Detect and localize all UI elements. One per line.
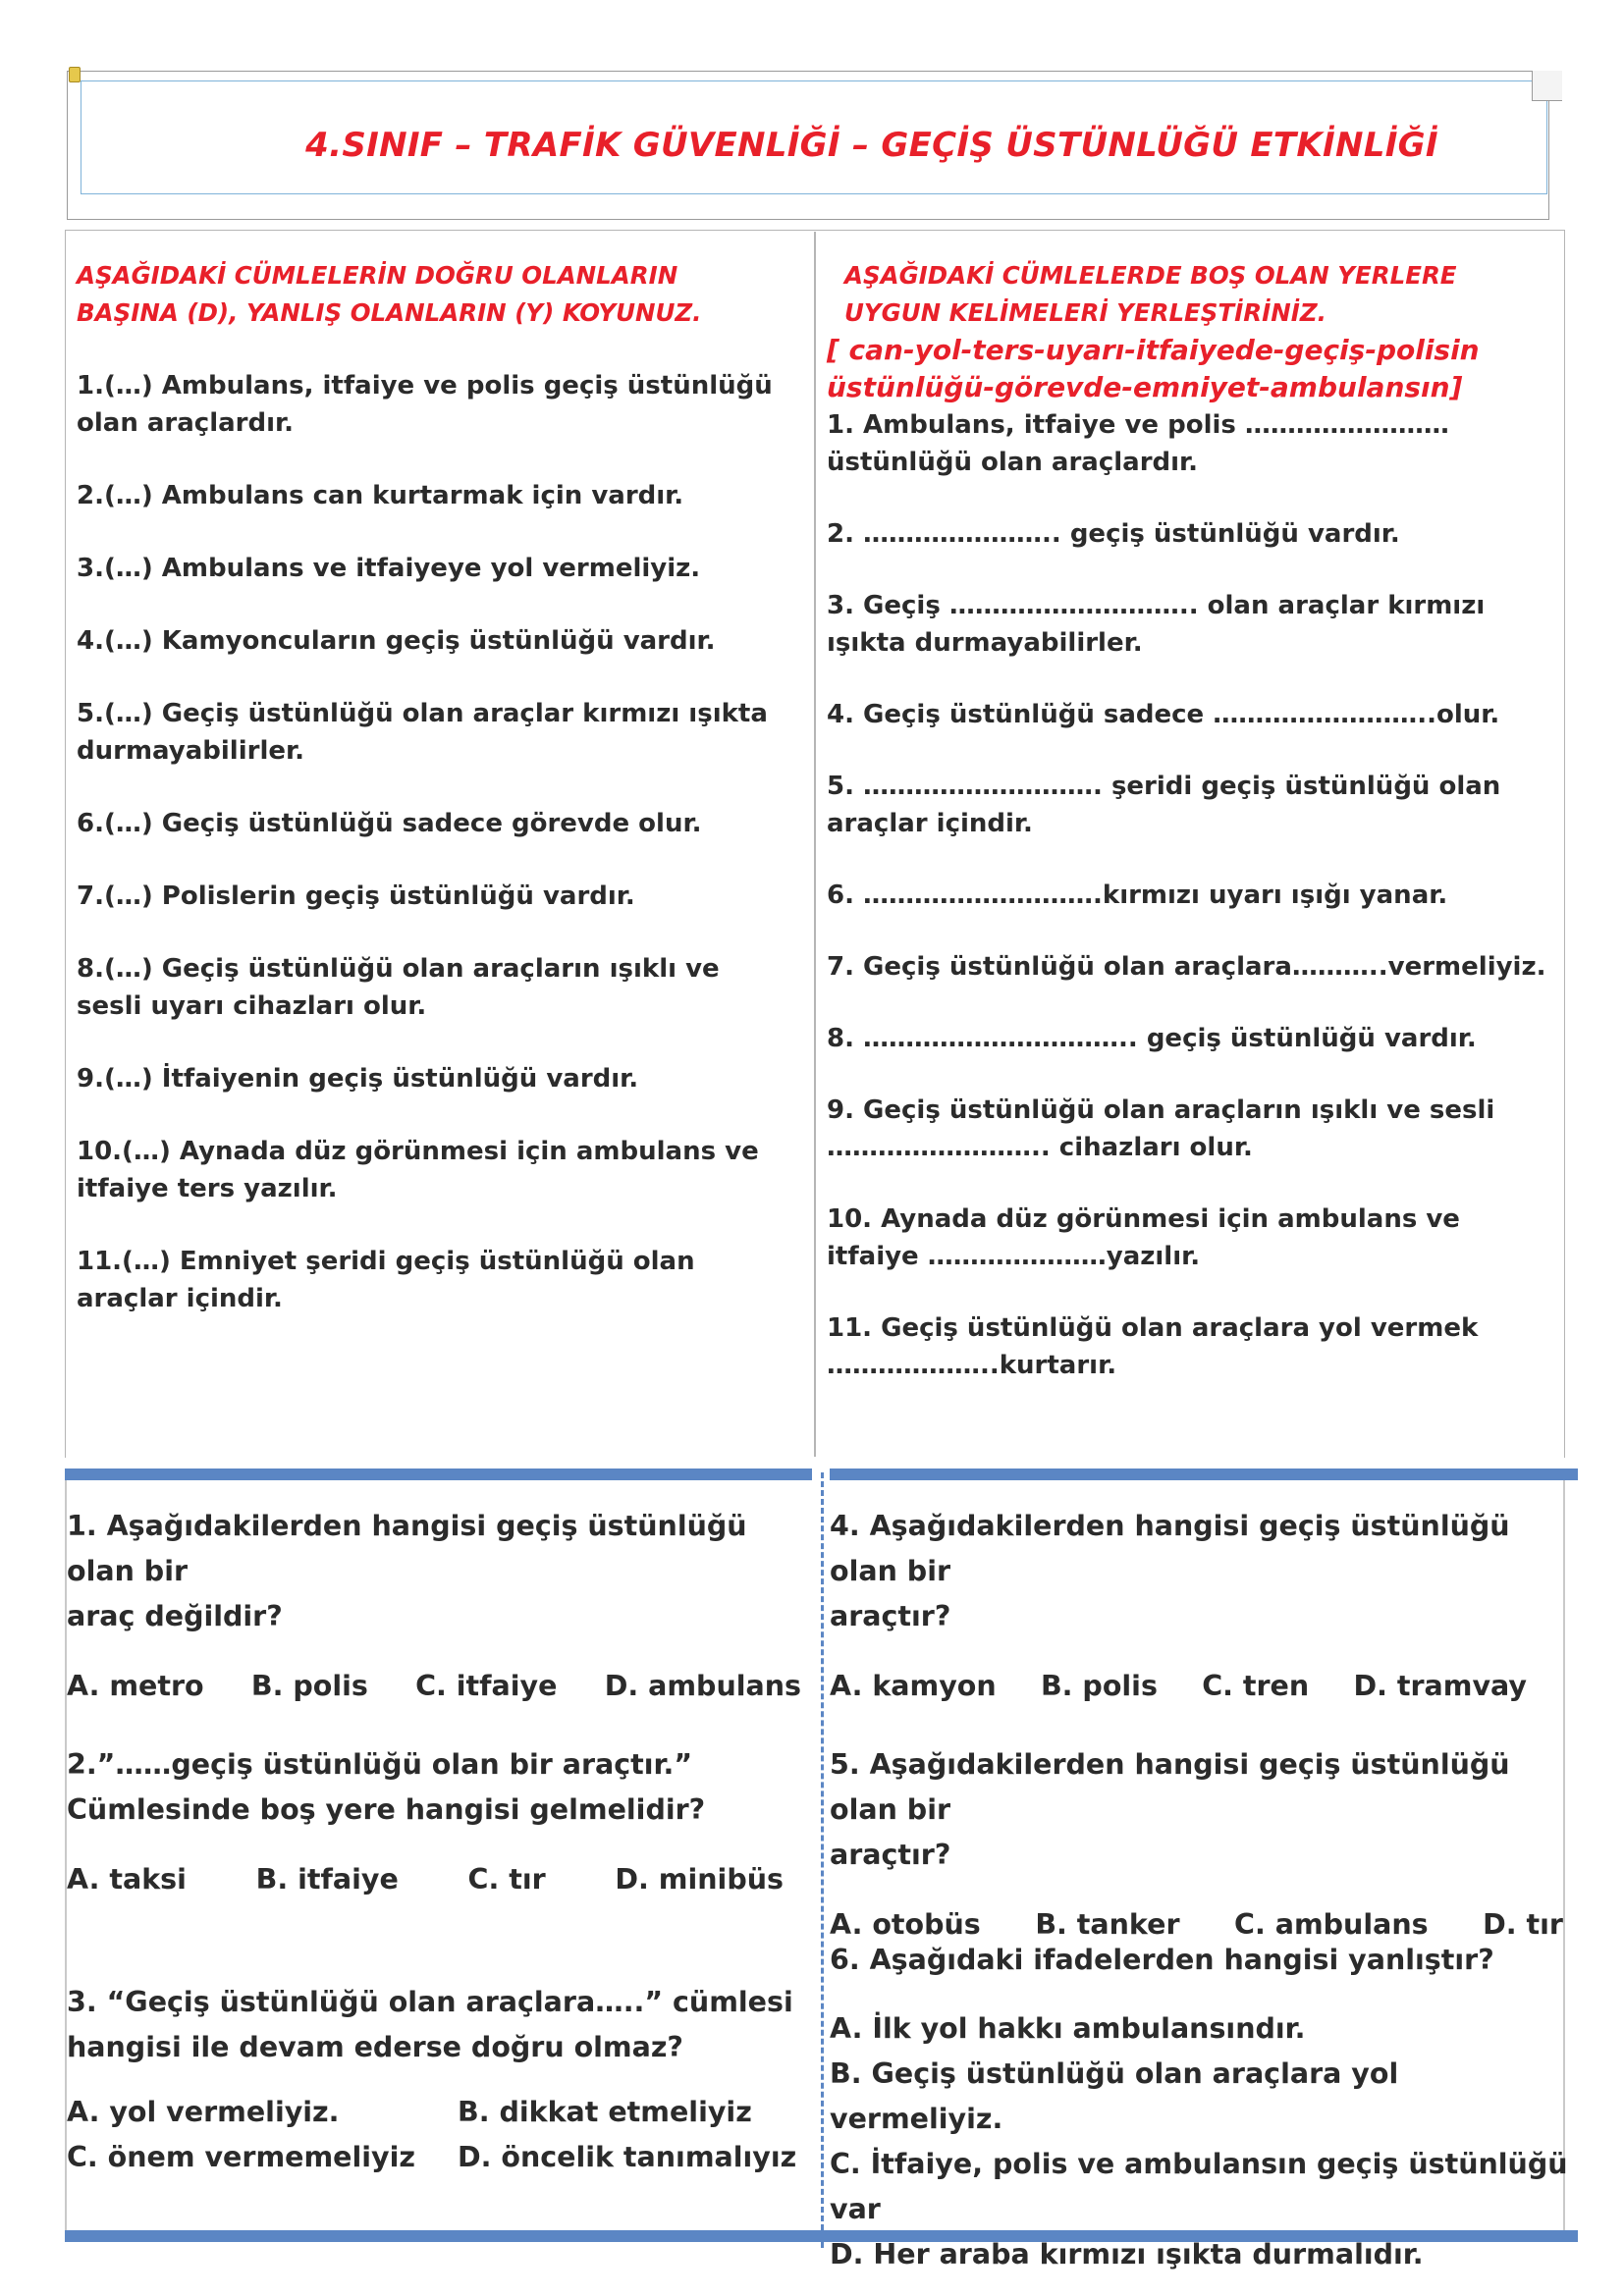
fb-item-text: 10. Aynada düz görünmesi için ambulans ve	[827, 1204, 1460, 1234]
option-d: D. tramvay	[1353, 1670, 1527, 1702]
option-b: B. dikkat etmeliyiz	[458, 2096, 752, 2128]
option-b: B. itfaiye	[255, 1863, 399, 1896]
answer-options	[67, 1667, 811, 1706]
tf-item-8	[77, 950, 803, 1025]
fb-item-text: ………………..kurtarır.	[827, 1351, 1117, 1380]
tf-item-text: 4.(…) Kamyoncuların geçiş üstünlüğü vardır.	[77, 626, 716, 656]
option-d: D. Her araba kırmızı ışıkta durmalıdır.	[830, 2238, 1424, 2270]
tf-item-text: araçlar içindir.	[77, 1284, 283, 1313]
tf-item-text: durmayabilirler.	[77, 736, 304, 766]
option-b: B. polis	[1040, 1670, 1158, 1702]
fb-item-4	[827, 696, 1573, 733]
fb-item-9	[827, 1092, 1573, 1166]
fb-item-6	[827, 877, 1573, 914]
tf-item-7	[77, 878, 803, 915]
quiz-question-4	[830, 1504, 1576, 1706]
tf-item-text: 2.(…) Ambulans can kurtarmak için vardır.	[77, 481, 684, 510]
option-c: C. tır	[467, 1863, 546, 1896]
option-a: A. otobüs	[830, 1908, 981, 1941]
fb-item-7	[827, 948, 1573, 986]
fb-item-10	[827, 1201, 1573, 1275]
fb-item-text: 8. ………………………….. geçiş üstünlüğü vardır.	[827, 1024, 1477, 1053]
quiz-question-1	[67, 1504, 811, 1706]
tf-item-text: sesli uyarı cihazları olur.	[77, 991, 427, 1021]
page-title	[81, 126, 1545, 165]
question-stem: 6. Aşağıdaki ifadelerden hangisi yanlıştır?	[830, 1944, 1494, 1976]
option-b: B. polis	[250, 1670, 368, 1702]
option-b: B. Geçiş üstünlüğü olan araçlara yol vermeliyiz.	[830, 2057, 1399, 2135]
tf-item-1	[77, 367, 803, 442]
option-a: A. yol vermeliyiz.	[67, 2096, 340, 2128]
fb-item-text: 4. Geçiş üstünlüğü sadece ……………………..olur.	[827, 700, 1500, 729]
option-d: D. tır	[1483, 1908, 1563, 1941]
option-c: C. itfaiye	[415, 1670, 558, 1702]
tf-item-4	[77, 622, 803, 660]
quiz-column-divider	[821, 1472, 824, 2248]
option-a: A. kamyon	[830, 1670, 997, 1702]
question-stem: hangisi ile devam ederse doğru olmaz?	[67, 2031, 683, 2063]
fb-item-text: 3. Geçiş ……………………….. olan araçlar kırmızı	[827, 591, 1486, 620]
fb-item-text: …………………….. cihazları olur.	[827, 1133, 1253, 1162]
fb-instruction-line2: UYGUN KELİMELERİ YERLEŞTİRİNİZ.	[844, 298, 1326, 327]
word-bank-line2: üstünlüğü-görevde-emniyet-ambulansın]	[827, 371, 1463, 403]
fb-item-text: 11. Geçiş üstünlüğü olan araçlara yol vermek	[827, 1313, 1479, 1343]
tf-item-3	[77, 550, 803, 587]
tf-item-text: 9.(…) İtfaiyenin geçiş üstünlüğü vardır.	[77, 1064, 639, 1094]
option-a: A. taksi	[67, 1863, 187, 1896]
answer-options	[67, 1860, 811, 1899]
question-stem: Cümlesinde boş yere hangisi gelmelidir?	[67, 1793, 706, 1826]
question-stem: 4. Aşağıdakilerden hangisi geçiş üstünlüğü olan bir	[830, 1510, 1510, 1587]
fb-item-text: üstünlüğü olan araçlardır.	[827, 448, 1199, 477]
tf-item-text: 3.(…) Ambulans ve itfaiyeye yol vermeliyiz.	[77, 554, 701, 583]
question-stem: 2.”……geçiş üstünlüğü olan bir araçtır.”	[67, 1748, 693, 1781]
fb-item-text: 5. ………………………. şeridi geçiş üstünlüğü olan	[827, 772, 1501, 801]
fb-item-1	[827, 406, 1573, 481]
pin-icon	[69, 67, 81, 82]
question-stem: araç değildir?	[67, 1600, 283, 1632]
quiz-question-2	[67, 1742, 811, 1899]
fb-item-3	[827, 587, 1573, 662]
fb-item-2	[827, 515, 1573, 553]
option-d: D. öncelik tanımalıyız	[458, 2141, 797, 2173]
tf-item-11	[77, 1243, 803, 1317]
tf-item-9	[77, 1060, 803, 1097]
fb-item-text: ışıkta durmayabilirler.	[827, 628, 1143, 658]
option-a: A. İlk yol hakkı ambulansındır.	[830, 2012, 1306, 2045]
option-c: C. önem vermemeliyiz	[67, 2141, 415, 2173]
tf-instruction-line2: BAŞINA (D), YANLIŞ OLANLARIN (Y) KOYUNUZ.	[77, 298, 702, 327]
fb-item-11	[827, 1309, 1573, 1384]
page-title-text: 4.SINIF – TRAFİK GÜVENLİĞİ – GEÇİŞ ÜSTÜNLÜĞÜ ETKİNLİĞİ	[305, 126, 1438, 165]
option-c: C. tren	[1202, 1670, 1310, 1702]
option-a: A. metro	[67, 1670, 204, 1702]
quiz-top-bar-left	[65, 1468, 812, 1480]
question-stem: 1. Aşağıdakilerden hangisi geçiş üstünlüğü olan bir	[67, 1510, 747, 1587]
fill-blank-section	[827, 257, 1573, 1384]
tf-item-text: 7.(…) Polislerin geçiş üstünlüğü vardır.	[77, 881, 635, 911]
option-c: C. ambulans	[1234, 1908, 1429, 1941]
tf-instruction-line1: AŞAĞIDAKİ CÜMLELERİN DOĞRU OLANLARIN	[77, 261, 678, 290]
tf-item-text: 10.(…) Aynada düz görünmesi için ambulans ve	[77, 1137, 759, 1166]
true-false-section	[77, 257, 803, 1317]
option-b: B. tanker	[1035, 1908, 1180, 1941]
option-d: D. ambulans	[604, 1670, 801, 1702]
answer-options	[67, 2090, 811, 2180]
option-d: D. minibüs	[615, 1863, 784, 1896]
page-curl-decoration	[1532, 71, 1562, 101]
answer-options	[830, 2006, 1576, 2277]
fb-item-8	[827, 1020, 1573, 1057]
fb-item-5	[827, 768, 1573, 842]
fb-item-text: 9. Geçiş üstünlüğü olan araçların ışıklı ve sesli	[827, 1095, 1495, 1125]
tf-item-text: itfaiye ters yazılır.	[77, 1174, 338, 1203]
tf-item-text: 5.(…) Geçiş üstünlüğü olan araçlar kırmızı ışıkta	[77, 699, 768, 728]
fb-item-text: araçlar içindir.	[827, 809, 1033, 838]
tf-item-text: 6.(…) Geçiş üstünlüğü sadece görevde olur.	[77, 809, 702, 838]
question-stem: araçtır?	[830, 1600, 951, 1632]
tf-item-6	[77, 805, 803, 842]
word-bank-line1: [ can-yol-ters-uyarı-itfaiyede-geçiş-polisin	[827, 334, 1480, 366]
tf-item-2	[77, 477, 803, 514]
quiz-top-bar-right	[830, 1468, 1578, 1480]
tf-item-text: 11.(…) Emniyet şeridi geçiş üstünlüğü olan	[77, 1247, 695, 1276]
fb-item-text: 2. ………………….. geçiş üstünlüğü vardır.	[827, 519, 1400, 549]
quiz-question-5	[830, 1742, 1571, 1945]
fb-item-text: 6. ……………………….kırmızı uyarı ışığı yanar.	[827, 881, 1448, 910]
tf-item-10	[77, 1133, 803, 1207]
quiz-question-3	[67, 1980, 811, 2180]
question-stem: araçtır?	[830, 1839, 951, 1871]
fb-item-text: itfaiye …………………yazılır.	[827, 1242, 1201, 1271]
fb-item-text: 7. Geçiş üstünlüğü olan araçlara………..vermeliyiz.	[827, 952, 1546, 982]
fb-instruction-line1: AŞAĞIDAKİ CÜMLELERDE BOŞ OLAN YERLERE	[844, 261, 1457, 290]
option-c: C. İtfaiye, polis ve ambulansın geçiş üstünlüğü var	[830, 2148, 1568, 2225]
tf-item-5	[77, 695, 803, 770]
answer-options	[830, 1667, 1576, 1706]
tf-item-text: 8.(…) Geçiş üstünlüğü olan araçların ışıklı ve	[77, 954, 720, 984]
tf-item-text: olan araçlardır.	[77, 408, 294, 438]
question-stem: 5. Aşağıdakilerden hangisi geçiş üstünlüğü olan bir	[830, 1748, 1510, 1826]
question-stem: 3. “Geçiş üstünlüğü olan araçlara…..” cümlesi	[67, 1986, 793, 2018]
fb-item-text: 1. Ambulans, itfaiye ve polis ……………………	[827, 410, 1449, 440]
quiz-question-6	[830, 1938, 1576, 2277]
column-divider	[814, 232, 816, 1457]
tf-item-text: 1.(…) Ambulans, itfaiye ve polis geçiş üstünlüğü	[77, 371, 773, 400]
